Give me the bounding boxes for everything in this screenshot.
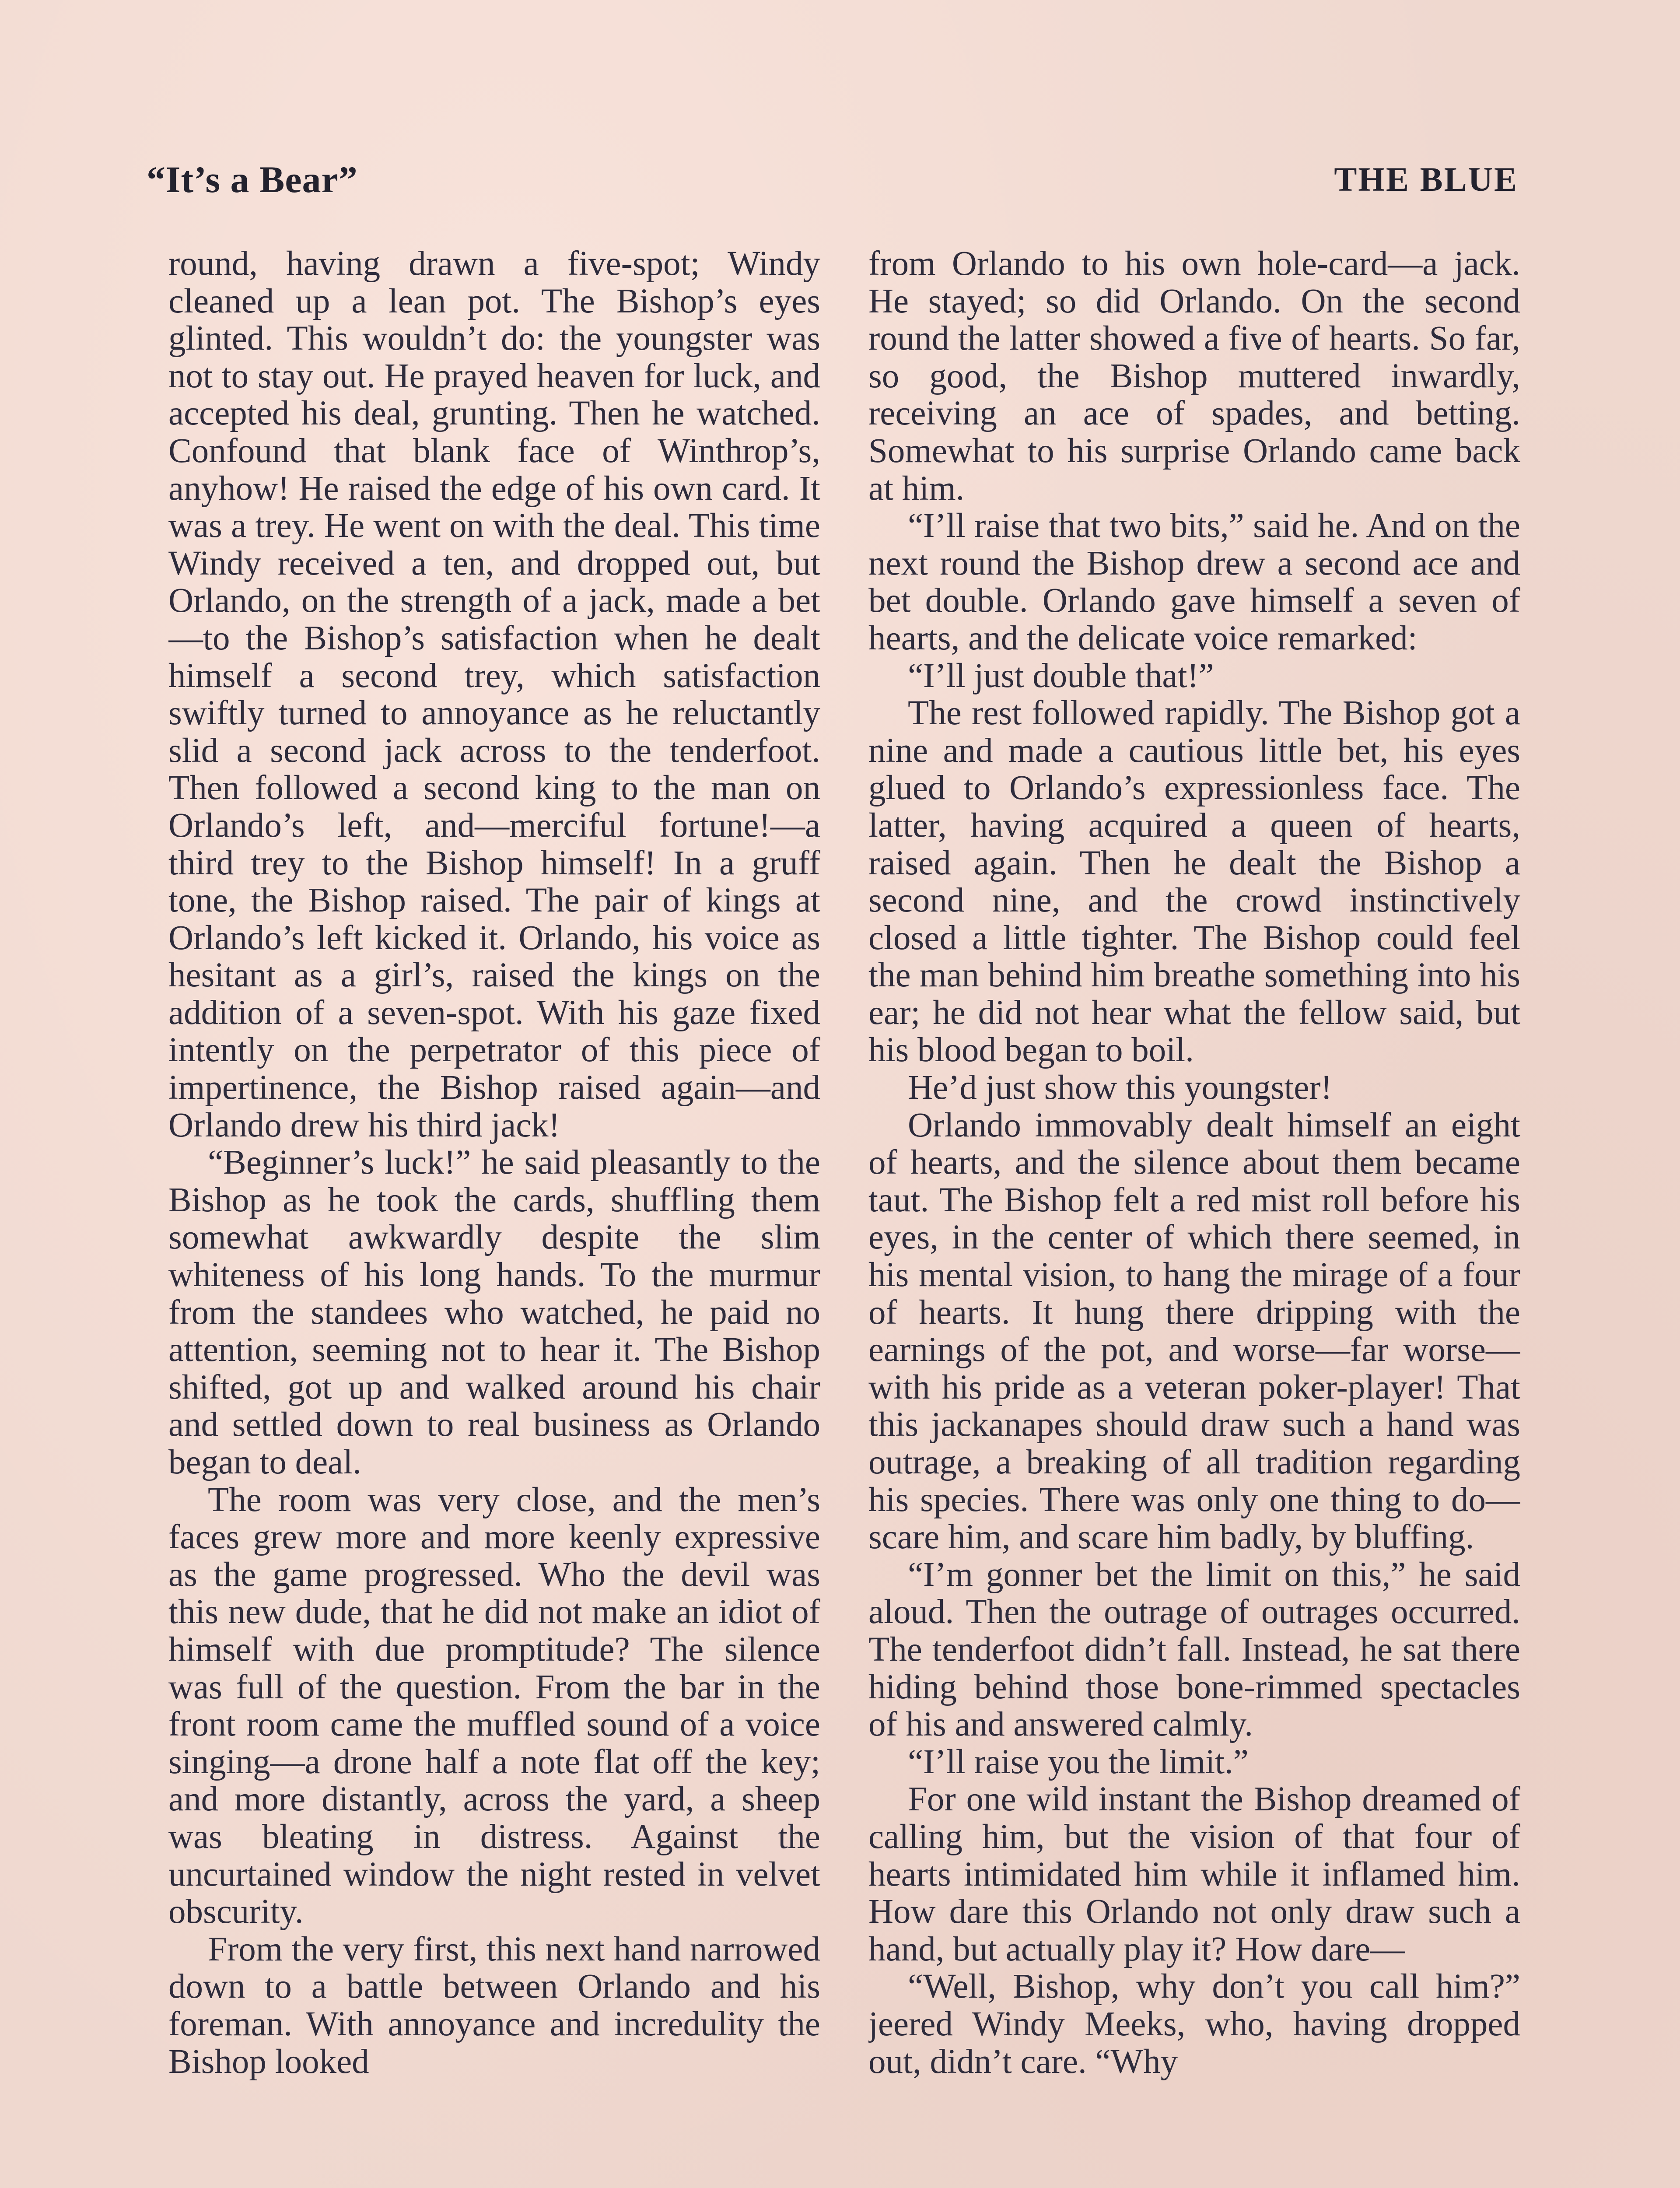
paragraph: from Orlando to his own hole-card—a jack. He stayed; so did Orlando. On the second round the latter showed a five of hearts. So far, so good, the Bishop muttered inwardly, receiving an ace of spades, and betting. Somewhat to his surprise Orlando came back at him. — [868, 245, 1520, 508]
paragraph: For one wild instant the Bishop dreamed of calling him, but the vision of that four of hearts intimidated him while it inflamed him. How dare this Orlando not only draw such a hand, but actually play it? How dare— — [868, 1780, 1520, 1968]
paragraph: “Beginner’s luck!” he said pleasantly to the Bishop as he took the cards, shuffling them somewhat awkwardly despite the slim whiteness of his long hands. To the murmur from the standees who watched, he paid no attention, seeming not to hear it. The Bishop shifted, got up and walked around his chair and settled down to real business as Orlando began to deal. — [168, 1143, 820, 1481]
paragraph: He’d just show this youngster! — [908, 1069, 1332, 1107]
paragraph: “I’ll just double that!” — [908, 656, 1214, 695]
right-column — [868, 245, 1520, 2188]
paragraph: The room was very close, and the men’s faces grew more and more keenly expressive as the game progressed. Who the devil was this new dude, that he did not make an idiot of himself with due promptitude? The silence was full of the question. From the bar in the front room came the muffled sound of a voice singing—a drone half a note flat off the key; and more distantly, across the yard, a sheep was bleating in distress. Against the uncurtained window the night rested in velvet obscurity. — [168, 1480, 820, 1931]
left-column — [168, 245, 820, 2188]
paragraph: “Well, Bishop, why don’t you call him?” jeered Windy Meeks, who, having dropped out, didn’t care. “Why — [868, 1967, 1520, 2081]
paragraph: round, having drawn a five-spot; Windy cleaned up a lean pot. The Bishop’s eyes glinted. This wouldn’t do: the youngster was not to stay out. He prayed heaven for luck, and accepted his deal, grunting. Then he watched. Confound that blank face of Winthrop’s, anyhow! He raised the edge of his own card. It was a trey. He went on with the deal. This time Windy received a ten, and dropped out, but Orlando, on the strength of a jack, made a bet—to the Bishop’s satisfaction when he dealt himself a second trey, which satisfaction swiftly turned to annoyance as he reluctantly slid a second jack across to the tenderfoot. Then followed a second king to the man on Orlando’s left, and—merciful fortune!—a third trey to the Bishop himself! In a gruff tone, the Bishop raised. The pair of kings at Orlando’s left kicked it. Orlando, his voice as hesitant as a girl’s, raised the kings on the addition of a seven-spot. With his gaze fixed intently on the perpetrator of this piece of impertinence, the Bishop raised again—and Orlando drew his third jack! — [168, 245, 820, 1144]
running-head — [147, 158, 1518, 201]
paragraph: Orlando immovably dealt himself an eight of hearts, and the silence about them became taut. The Bishop felt a red mist roll before his eyes, in the center of which there seemed, in his mental vision, to hang the mirage of a four of hearts. It hung there dripping with the earnings of the pot, and worse—far worse—with his pride as a veteran poker-player! That this jackanapes should draw such a hand was outrage, a breaking of all tradition regarding his species. There was only one thing to do—scare him, and scare him badly, by bluffing. — [868, 1106, 1520, 1557]
text-columns — [168, 245, 1520, 2188]
paragraph: The rest followed rapidly. The Bishop got a nine and made a cautious little bet, his eyes glued to Orlando’s expressionless face. The latter, having acquired a queen of hearts, raised again. Then he dealt the Bishop a second nine, and the crowd instinctively closed a little tighter. The Bishop could feel the man behind him breathe something into his ear; he did not hear what the fellow said, but his blood began to boil. — [868, 694, 1520, 1069]
paragraph: From the very first, this next hand narrowed down to a battle between Orlando and his foreman. With annoyance and incredulity the Bishop looked — [168, 1930, 820, 2081]
paragraph: “I’ll raise that two bits,” said he. And on the next round the Bishop drew a second ace and bet double. Orlando gave himself a seven of hearts, and the delicate voice remarked: — [868, 507, 1520, 657]
paragraph: “I’m gonner bet the limit on this,” he said aloud. Then the outrage of outrages occurred. The tenderfoot didn’t fall. Instead, he sat there hiding behind those bone-rimmed spectacles of his and answered calmly. — [868, 1555, 1520, 1744]
paragraph: “I’ll raise you the limit.” — [908, 1743, 1249, 1781]
magazine-title: THE BLUE — [1334, 160, 1518, 198]
story-title: “It’s a Bear” — [147, 158, 358, 200]
